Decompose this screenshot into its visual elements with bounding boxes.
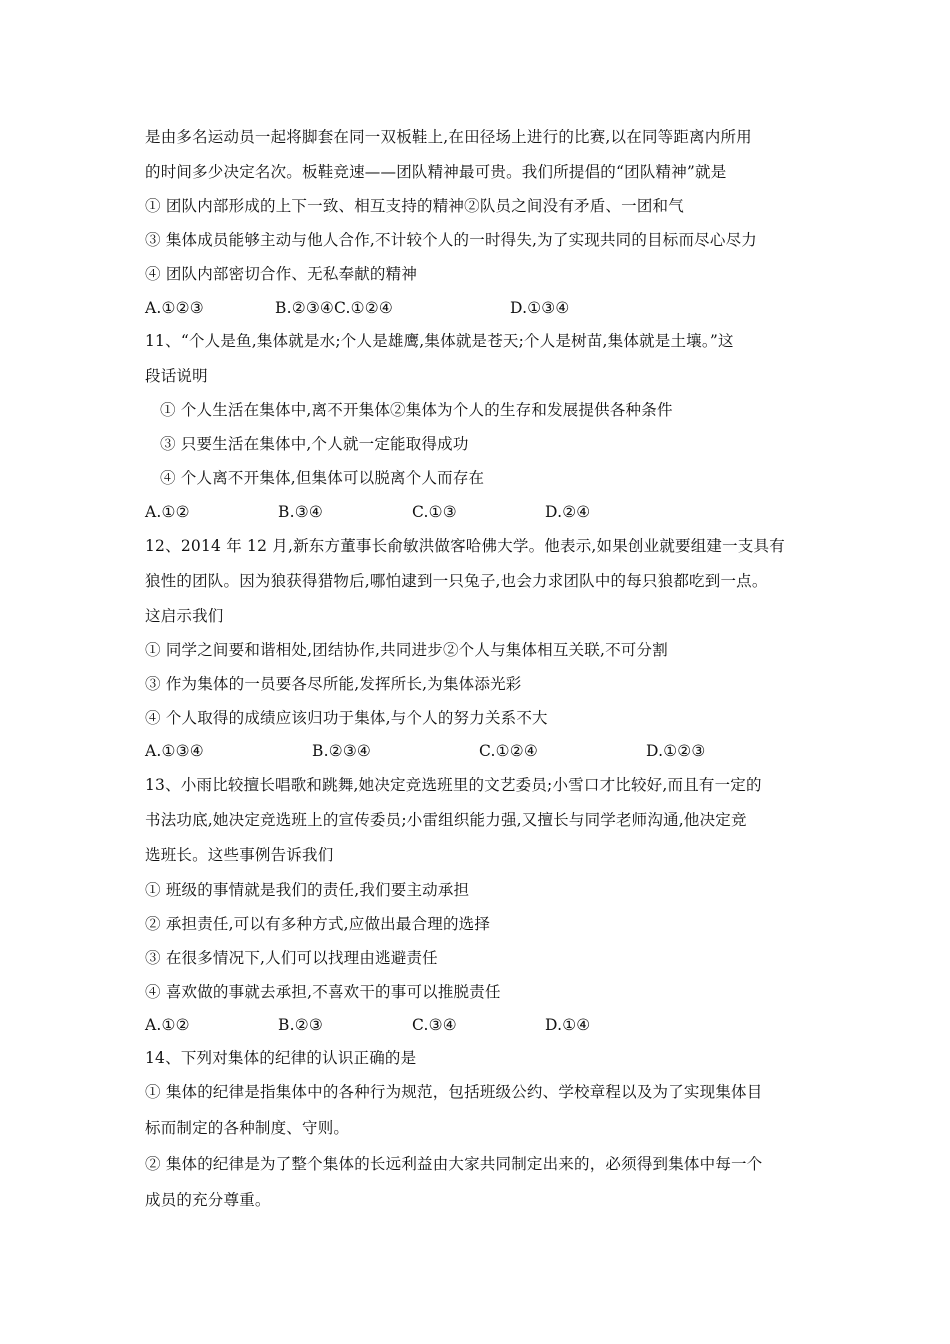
question-11-statement-1-2: ① 个人生活在集体中,离不开集体②集体为个人的生存和发展提供各种条件 (160, 401, 673, 419)
answer-option-a: A.①③④ (145, 742, 204, 760)
question-14-statement-1-line-2: 标而制定的各种制度、守则。 (145, 1119, 350, 1137)
question-12-stem-line-1: 12、2014 年 12 月,新东方董事长俞敏洪做客哈佛大学。他表示,如果创业就要组建一支具有 (145, 537, 785, 555)
question-10-stem-line-1: 是由多名运动员一起将脚套在同一双板鞋上,在田径场上进行的比赛,以在同等距离内所用 (145, 128, 752, 146)
answer-option-c: C.①③ (412, 503, 457, 521)
answer-option-d: D.②④ (545, 503, 591, 521)
question-11-stem-line-2: 段话说明 (145, 367, 208, 385)
question-13-statement-1: ① 班级的事情就是我们的责任,我们要主动承担 (145, 881, 470, 899)
question-14-stem: 14、下列对集体的纪律的认识正确的是 (145, 1049, 417, 1067)
question-12-stem-line-3: 这启示我们 (145, 607, 224, 625)
answer-option-b-c: B.②③④C.①②④ (275, 299, 393, 317)
question-10-statement-3: ③ 集体成员能够主动与他人合作,不计较个人的一时得失,为了实现共同的目标而尽心尽力 (145, 231, 757, 249)
question-12-statement-4: ④ 个人取得的成绩应该归功于集体,与个人的努力关系不大 (145, 709, 548, 727)
question-13-stem-line-1: 13、小雨比较擅长唱歌和跳舞,她决定竞选班里的文艺委员;小雪口才比较好,而且有一定的 (145, 776, 762, 794)
question-13-stem-line-2: 书法功底,她决定竞选班上的宣传委员;小雷组织能力强,又擅长与同学老师沟通,他决定竞 (145, 811, 747, 829)
answer-option-c: C.①②④ (479, 742, 538, 760)
answer-option-a: A.①② (145, 1016, 190, 1034)
question-14-statement-1-line-1: ① 集体的纪律是指集体中的各种行为规范，包括班级公约、学校章程以及为了实现集体目 (145, 1083, 763, 1101)
question-13-stem-line-3: 选班长。这些事例告诉我们 (145, 846, 334, 864)
answer-option-d: D.①③④ (510, 299, 570, 317)
question-14-statement-2-line-1: ② 集体的纪律是为了整个集体的长远利益由大家共同制定出来的，必须得到集体中每一个 (145, 1155, 763, 1173)
answer-option-b: B.②③ (278, 1016, 323, 1034)
answer-option-d: D.①②③ (646, 742, 706, 760)
question-11-statement-4: ④ 个人离不开集体,但集体可以脱离个人而存在 (160, 469, 485, 487)
answer-option-d: D.①④ (545, 1016, 591, 1034)
question-13-statement-4: ④ 喜欢做的事就去承担,不喜欢干的事可以推脱责任 (145, 983, 501, 1001)
question-10-statement-1-2: ① 团队内部形成的上下一致、相互支持的精神②队员之间没有矛盾、一团和气 (145, 197, 684, 215)
answer-option-b: B.②③④ (312, 742, 372, 760)
question-11-statement-3: ③ 只要生活在集体中,个人就一定能取得成功 (160, 435, 469, 453)
answer-option-c: C.③④ (412, 1016, 457, 1034)
question-13-statement-3: ③ 在很多情况下,人们可以找理由逃避责任 (145, 949, 438, 967)
answer-option-b: B.③④ (278, 503, 323, 521)
question-13-statement-2: ② 承担责任,可以有多种方式,应做出最合理的选择 (145, 915, 491, 933)
answer-option-a: A.①② (145, 503, 190, 521)
question-10-stem-line-2: 的时间多少决定名次。板鞋竞速——团队精神最可贵。我们所提倡的“团队精神”就是 (145, 163, 727, 181)
question-12-stem-line-2: 狼性的团队。因为狼获得猎物后,哪怕逮到一只兔子,也会力求团队中的每只狼都吃到一点。 (145, 572, 768, 590)
answer-option-a: A.①②③ (145, 299, 204, 317)
question-10-statement-4: ④ 团队内部密切合作、无私奉献的精神 (145, 265, 418, 283)
question-12-statement-1-2: ① 同学之间要和谐相处,团结协作,共同进步②个人与集体相互关联,不可分割 (145, 641, 668, 659)
question-14-statement-2-line-2: 成员的充分尊重。 (145, 1191, 271, 1209)
question-12-statement-3: ③ 作为集体的一员要各尽所能,发挥所长,为集体添光彩 (145, 675, 522, 693)
question-11-stem-line-1: 11、“个人是鱼,集体就是水;个人是雄鹰,集体就是苍天;个人是树苗,集体就是土壤。”这 (145, 332, 734, 350)
